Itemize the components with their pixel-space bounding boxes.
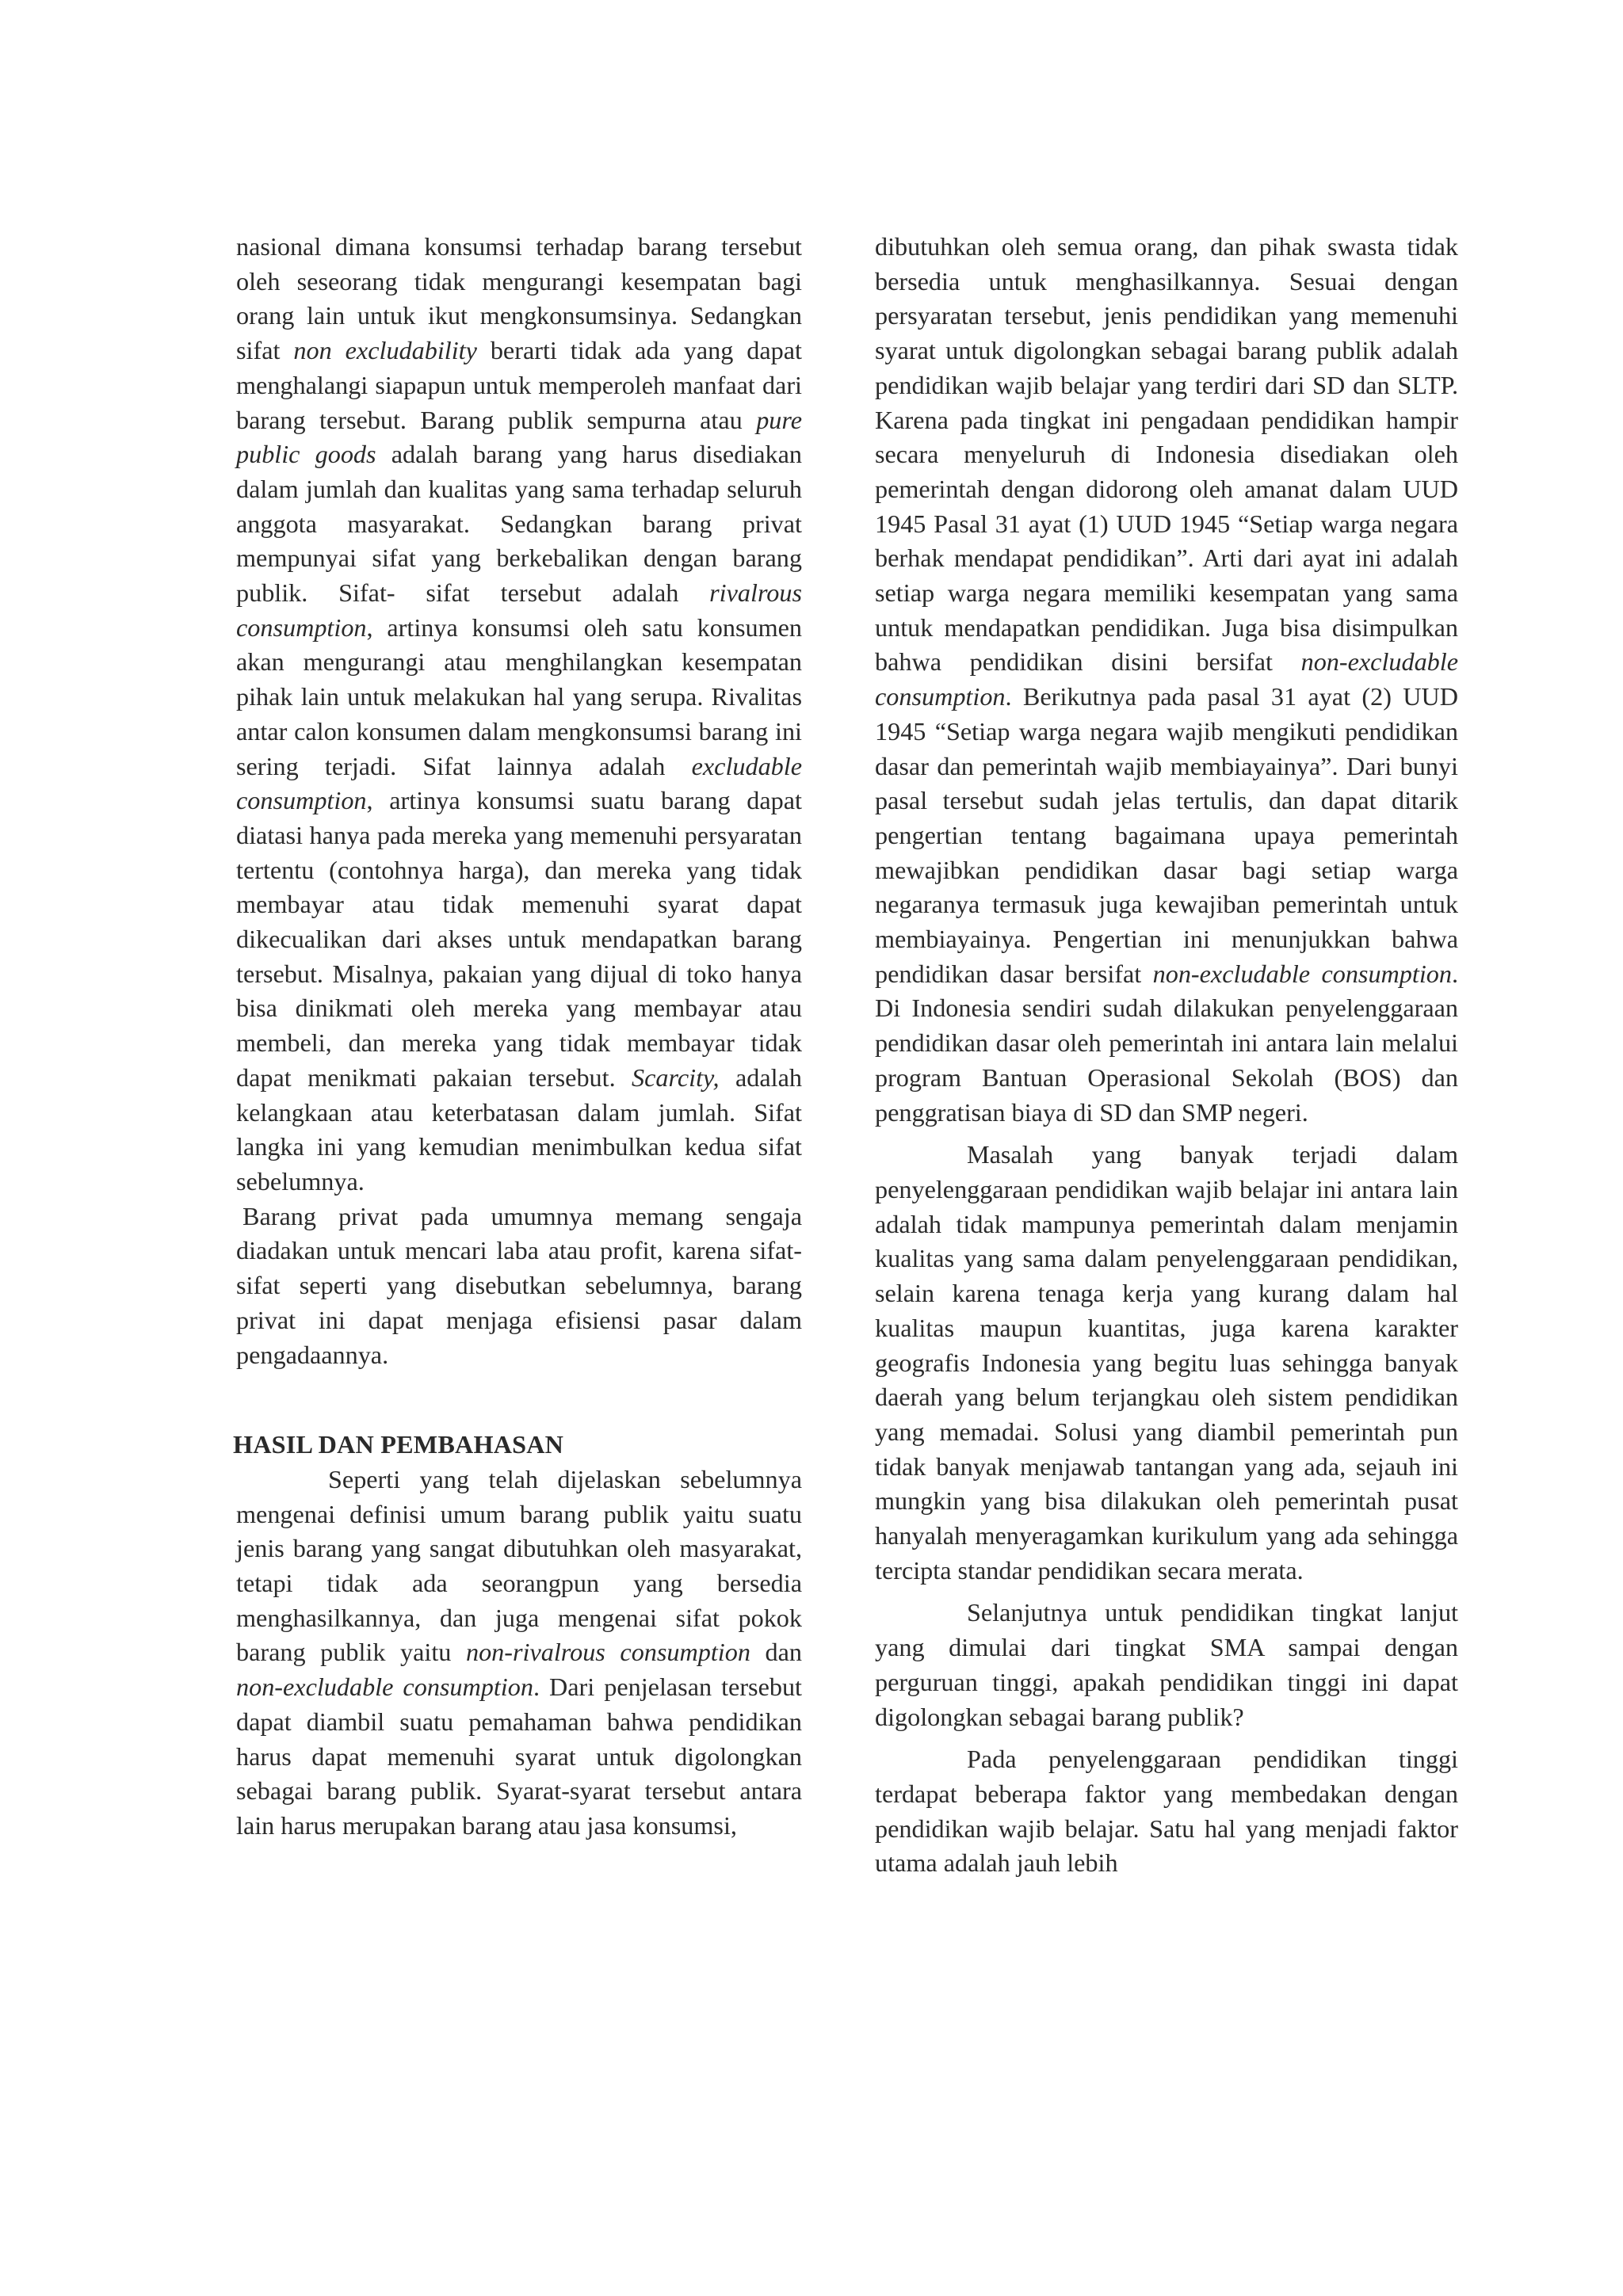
text-run: adalah kelangkaan atau keterbatasan dalam jumlah. Sifat langka ini yang kemudian menimbulkan kedua sifat sebelumnya. [236,1062,802,1196]
text-run: dan [750,1638,802,1667]
section-heading: HASIL DAN PEMBAHASAN [233,1430,564,1459]
italic-term: non excludability [293,336,477,365]
body-paragraph [236,1463,802,1844]
text-run: adalah barang yang harus disediakan dalam jumlah dan kualitas yang sama terhadap seluruh anggota masyarakat. Sedangkan barang privat mempunyai sifat yang berkebalikan dengan barang publik. Sifat- sifat tersebut adalah [236,440,802,608]
text-run: Selanjutnya untuk pendidikan tingkat lanjut yang dimulai dari tingkat SMA sampai dengan perguruan tinggi, apakah pendidikan tinggi ini dapat digolongkan sebagai barang publik? [875,1598,1458,1731]
text-run: berarti tidak ada yang dapat menghalangi siapapun untuk memperoleh manfaat dari barang tersebut. Barang publik sempurna atau [236,336,802,434]
left-column [233,230,803,1844]
italic-term: excludable consumption [236,751,802,815]
body-paragraph [236,230,802,1199]
italic-term: non-excludable consumption [1152,959,1452,988]
body-paragraph [875,230,1458,1130]
text-run: nasional dimana konsumsi terhadap barang tersebut oleh seseorang tidak mengurangi kesempatan bagi orang lain untuk ikut mengkonsumsinya. Sedangkan sifat [236,232,802,365]
text-run: , artinya konsumsi oleh satu konsumen akan mengurangi atau menghilangkan kesempatan pihak lain untuk melakukan hal yang serupa. Rivalitas antar calon konsumen dalam mengkonsumsi barang ini sering terjadi. Sifat lainnya adalah [236,612,802,780]
text-run: Masalah yang banyak terjadi dalam penyelenggaraan pendidikan wajib belajar ini antara lain adalah tidak mampunya pemerintah dalam menjamin kualitas yang sama dalam penyelenggaraan pendidikan, selain karena tenaga kerja yang kurang dalam hal kualitas maupun kuantitas, juga karena karakter geografis Indonesia yang begitu luas sehingga banyak daerah yang belum terjangkau oleh sistem pendidikan yang memadai. Solusi yang diambil pemerintah pun tidak banyak menjawab tantangan yang ada, sejauh ini mungkin yang bisa dilakukan oleh pemerintah pusat hanyalah menyeragamkan kurikulum yang ada sehingga tercipta standar pendidikan secara merata. [875,1140,1458,1585]
text-run: Barang privat pada umumnya memang sengaja diadakan untuk mencari laba atau profit, karena sifat-sifat seperti yang disebutkan sebelumnya, barang privat ini dapat menjaga efisiensi pasar dalam pengadaannya. [236,1201,802,1369]
italic-term: non-excludable consumption [875,647,1458,711]
text-run: , artinya konsumsi suatu barang dapat diatasi hanya pada mereka yang memenuhi persyaratan tertentu (contohnya harga), dan mereka yang tidak membayar atau tidak memenuhi syarat dapat dikecualikan dari akses untuk mendapatkan barang tersebut. Misalnya, pakaian yang dijual di toko hanya bisa dinikmati oleh mereka yang membayar atau membeli, dan mereka yang tidak membayar tidak dapat menikmati pakaian tersebut. [236,786,802,1092]
body-paragraph [875,1596,1458,1734]
body-paragraph [875,1742,1458,1881]
italic-term: non-rivalrous consumption [465,1638,750,1667]
text-run: . Dari penjelasan tersebut dapat diambil suatu pemahaman bahwa pendidikan harus dapat memenuhi syarat untuk digolongkan sebagai barang publik. Syarat-syarat tersebut antara lain harus merupakan barang atau jasa konsumsi, [236,1672,803,1840]
text-run: . Berikutnya pada pasal 31 ayat (2) UUD 1945 “Setiap warga negara wajib mengikuti pendidikan dasar dan pemerintah wajib membiayainya”. Dari bunyi pasal tersebut sudah jelas tertulis, dan dapat ditarik pengertian tentang bagaimana upaya pemerintah mewajibkan pendidikan dasar bagi setiap warga negaranya termasuk juga kewajiban pemerintah untuk membiayainya. Pengertian ini menunjukkan bahwa pendidikan dasar bersifat [875,682,1458,988]
italic-term: non-excludable consumption [236,1672,533,1702]
text-run: . Di Indonesia sendiri sudah dilakukan penyelenggaraan pendidikan dasar oleh pemerintah ini antara lain melalui program Bantuan Operasional Sekolah (BOS) dan penggratisan biaya di SD dan SMP negeri. [875,959,1458,1127]
right-column [875,230,1458,1881]
text-run: Seperti yang telah dijelaskan sebelumnya mengenai definisi umum barang publik yaitu suatu jenis barang yang sangat dibutuhkan oleh masyarakat, tetapi tidak ada seorangpun yang bersedia menghasilkannya, dan juga mengenai sifat pokok barang publik yaitu [236,1464,802,1667]
text-run: Pada penyelenggaraan pendidikan tinggi terdapat beberapa faktor yang membedakan dengan pendidikan wajib belajar. Satu hal yang menjadi faktor utama adalah jauh lebih [875,1745,1458,1878]
body-paragraph [875,1138,1458,1588]
italic-term: Scarcity, [632,1062,720,1092]
italic-term: pure public goods [236,405,802,469]
body-paragraph [236,1199,802,1373]
text-run: dibutuhkan oleh semua orang, dan pihak swasta tidak bersedia untuk menghasilkannya. Sesuai dengan persyaratan tersebut, jenis pendidikan yang memenuhi syarat untuk digolongkan sebagai barang publik adalah pendidikan wajib belajar yang terdiri dari SD dan SLTP. Karena pada tingkat ini pengadaan pendidikan hampir secara menyeluruh di Indonesia disediakan oleh pemerintah dengan didorong oleh amanat dalam UUD 1945 Pasal 31 ayat (1) UUD 1945 “Setiap warga negara berhak mendapat pendidikan”. Arti dari ayat ini adalah setiap warga negara memiliki kesempatan yang sama untuk mendapatkan pendidikan. Juga bisa disimpulkan bahwa pendidikan disini bersifat [875,232,1458,677]
italic-term: rivalrous consumption [236,578,802,642]
